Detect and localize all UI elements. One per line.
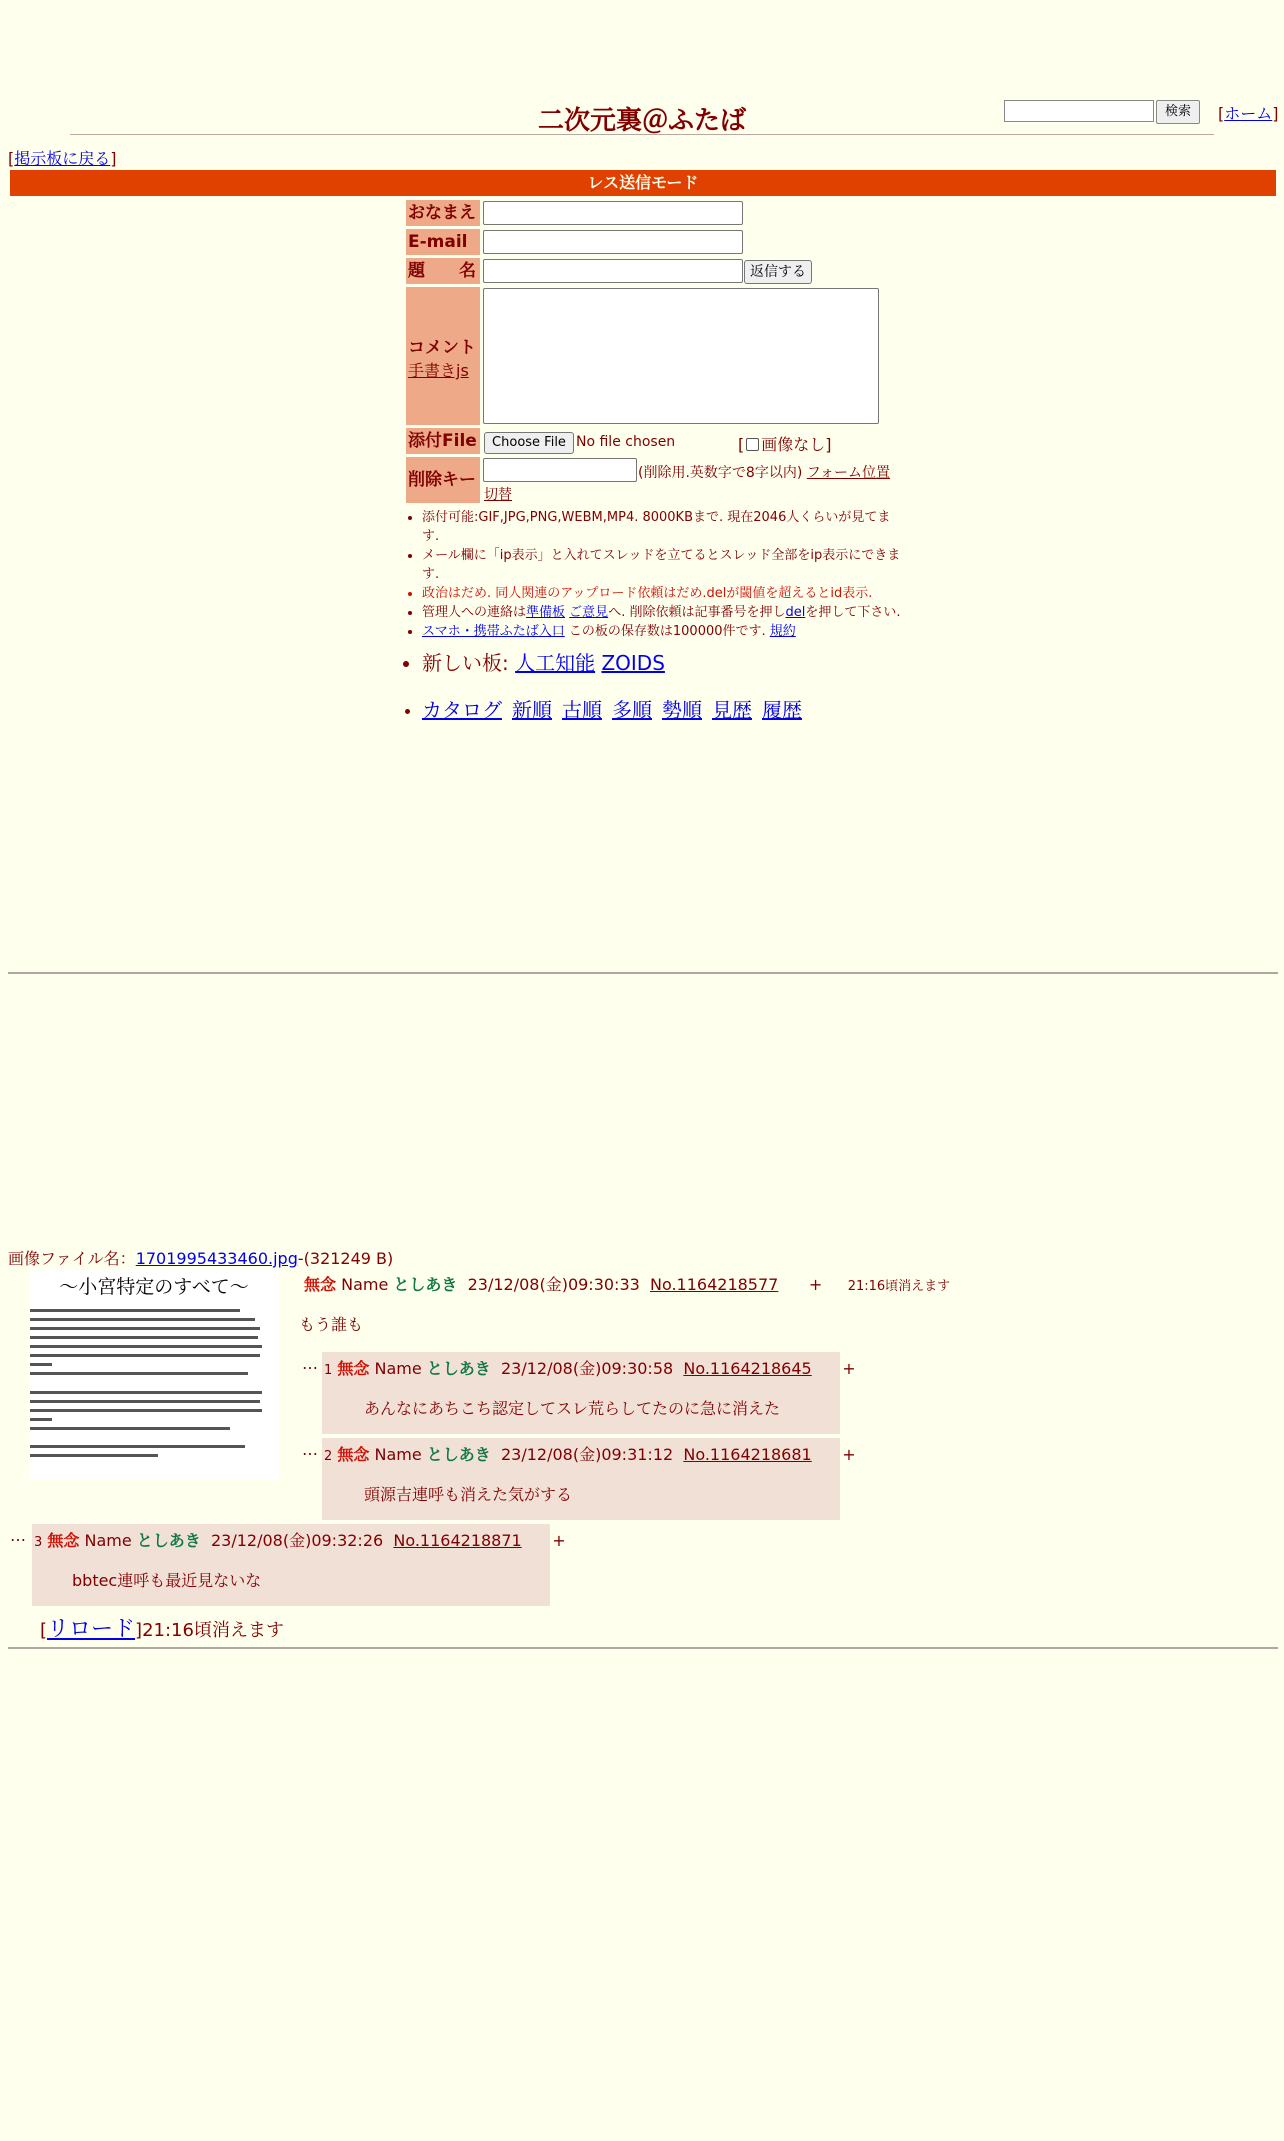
reply-2-ellipsis: … [302, 1440, 318, 1459]
note-contact: • 管理人への連絡は準備板 ご意見へ. 削除依頼は記事番号を押しdelを押して下さい. [422, 603, 905, 622]
no-file-chosen-text: No file chosen [576, 434, 676, 450]
reply-1-plus-button[interactable]: + [842, 1359, 856, 1378]
home-link[interactable]: ホーム [1224, 104, 1273, 123]
subject-input[interactable] [483, 259, 743, 283]
back-to-board-link[interactable]: 掲示板に戻る [14, 149, 111, 168]
reply-2-number[interactable]: No.1164218681 [683, 1445, 812, 1464]
nav-newest[interactable]: 新順 [512, 698, 552, 722]
reply-3-plus-button[interactable]: + [552, 1531, 566, 1550]
thumbnail-title: 〜小宮特定のすべて〜 [59, 1276, 249, 1298]
search-input[interactable] [1004, 100, 1154, 122]
footer-expire: 21:16頃消えます [142, 1620, 284, 1641]
board-link-zoids[interactable]: ZOIDS [601, 651, 665, 675]
reply-3-ellipsis: … [10, 1526, 26, 1545]
op-body: もう誰も [299, 1315, 364, 1334]
email-label: E-mail [406, 229, 480, 255]
delete-key-input[interactable] [483, 458, 637, 482]
reply-2-body: 頭源吉連呼も消えた気がする [364, 1485, 573, 1504]
back-link-wrapper: [掲示板に戻る] [8, 149, 117, 168]
thumbnail-text-lines [29, 1299, 279, 1479]
form-position-link[interactable]: フォーム位置 [806, 465, 891, 481]
reply-3-number[interactable]: No.1164218871 [393, 1531, 522, 1550]
reply-1-ellipsis: … [302, 1354, 318, 1373]
op-date: 23/12/08(金)09:30:33 [467, 1275, 640, 1294]
reply-1-number[interactable]: No.1164218645 [683, 1359, 812, 1378]
comment-label: コメント [408, 338, 476, 358]
op-name: としあき [393, 1275, 458, 1294]
reply-1-header: 1 無念 Name としあき 23/12/08(金)09:30:58 No.1164218645 + [324, 1359, 856, 1378]
board-link-ai[interactable]: 人工知能 [515, 651, 596, 675]
subject-label: 題 名 [406, 258, 480, 284]
search-button[interactable]: 検索 [1156, 100, 1200, 124]
section-divider-top [8, 972, 1278, 974]
note-mobile: • スマホ・携帯ふたば入口 この板の保存数は100000件です. 規約 [422, 622, 905, 641]
op-file-link[interactable]: 1701995433460.jpg [135, 1249, 298, 1268]
delete-key-hint-row: (削除用.英数字で8字以内) フォーム位置 [638, 465, 891, 481]
feedback-link[interactable]: ご意見 [569, 605, 609, 620]
reply-2 [322, 1438, 856, 1520]
mobile-entry-link[interactable]: スマホ・携帯ふたば入口 [422, 624, 565, 639]
reply-3-header: 3 無念 Name としあき 23/12/08(金)09:32:26 No.1164218871 + [34, 1531, 566, 1550]
new-boards: • 新しい板: 人工知能 ZOIDS [422, 647, 905, 676]
file-label: 添付File [406, 428, 480, 454]
no-image-option: [ 画像なし] [738, 435, 832, 454]
op-plus-button[interactable]: + [808, 1275, 823, 1294]
sort-nav [422, 694, 905, 723]
nav-oldest[interactable]: 古順 [562, 698, 602, 722]
section-divider-bottom [8, 1647, 1278, 1649]
note-rules: • 政治はだめ. 同人関連のアップロード依頼はだめ.delが閾値を超えるとid表示. [422, 584, 905, 603]
reply-mode-bar: レス送信モード [10, 170, 1276, 196]
op-subject: 無念 [304, 1275, 337, 1294]
delete-key-label: 削除キー [406, 457, 480, 503]
note-ip-display: • メール欄に「ip表示」と入れてスレッドを立てるとスレッド全部をip表示にできます. [422, 546, 905, 584]
name-input[interactable] [483, 201, 743, 225]
handwrite-link[interactable]: 手書きjs [408, 361, 469, 380]
op-expire: 21:16頃消えます [847, 1279, 951, 1294]
reload-link[interactable]: リロード [47, 1617, 136, 1642]
email-input[interactable] [483, 230, 743, 254]
del-link[interactable]: del [785, 605, 806, 620]
comment-label-cell [406, 287, 480, 425]
nav-catalog[interactable]: カタログ [422, 698, 502, 722]
board-title: 二次元裏＠ふたば [537, 106, 746, 136]
op-header: 無念 Name としあき 23/12/08(金)09:30:33 No.1164218577 + 21:16頃消えます [304, 1275, 951, 1294]
home-link-wrapper: [ホーム] [1218, 104, 1279, 123]
comment-textarea[interactable] [483, 288, 879, 424]
nav-viewed-history[interactable]: 見歴 [712, 698, 752, 722]
terms-link[interactable]: 規約 [769, 624, 796, 639]
note-filetypes: • 添付可能:GIF,JPG,PNG,WEBM,MP4. 8000KBまで. 現在2046人くらいが見てます. [422, 508, 905, 546]
form-toggle-link[interactable]: 切替 [484, 487, 512, 503]
op-file-info: 画像ファイル名：1701995433460.jpg-(321249 B) [8, 1249, 394, 1268]
choose-file-button[interactable]: Choose File [484, 432, 574, 454]
reply-1-body: あんなにあちこち認定してスレ荒らしてたのに急に消えた [364, 1399, 781, 1418]
title-divider [70, 134, 1214, 135]
reply-3-body: bbtec連呼も最近見ないな [72, 1571, 262, 1590]
reply-1 [322, 1352, 856, 1434]
prep-board-link[interactable]: 準備板 [526, 605, 566, 620]
submit-reply-button[interactable]: 返信する [744, 260, 812, 284]
no-image-checkbox[interactable] [746, 438, 759, 451]
reply-2-header: 2 無念 Name としあき 23/12/08(金)09:31:12 No.1164218681 + [324, 1445, 856, 1464]
op-number[interactable]: No.1164218577 [649, 1275, 779, 1294]
reload-row: [リロード]21:16頃消えます [40, 1617, 284, 1642]
reply-2-plus-button[interactable]: + [842, 1445, 856, 1464]
nav-most[interactable]: 多順 [612, 698, 652, 722]
nav-momentum[interactable]: 勢順 [662, 698, 702, 722]
reply-3 [32, 1524, 566, 1606]
notes-panel [400, 508, 905, 723]
name-label: おなまえ [406, 200, 480, 226]
nav-history[interactable]: 履歴 [762, 698, 802, 722]
op-thumbnail[interactable] [29, 1270, 279, 1480]
